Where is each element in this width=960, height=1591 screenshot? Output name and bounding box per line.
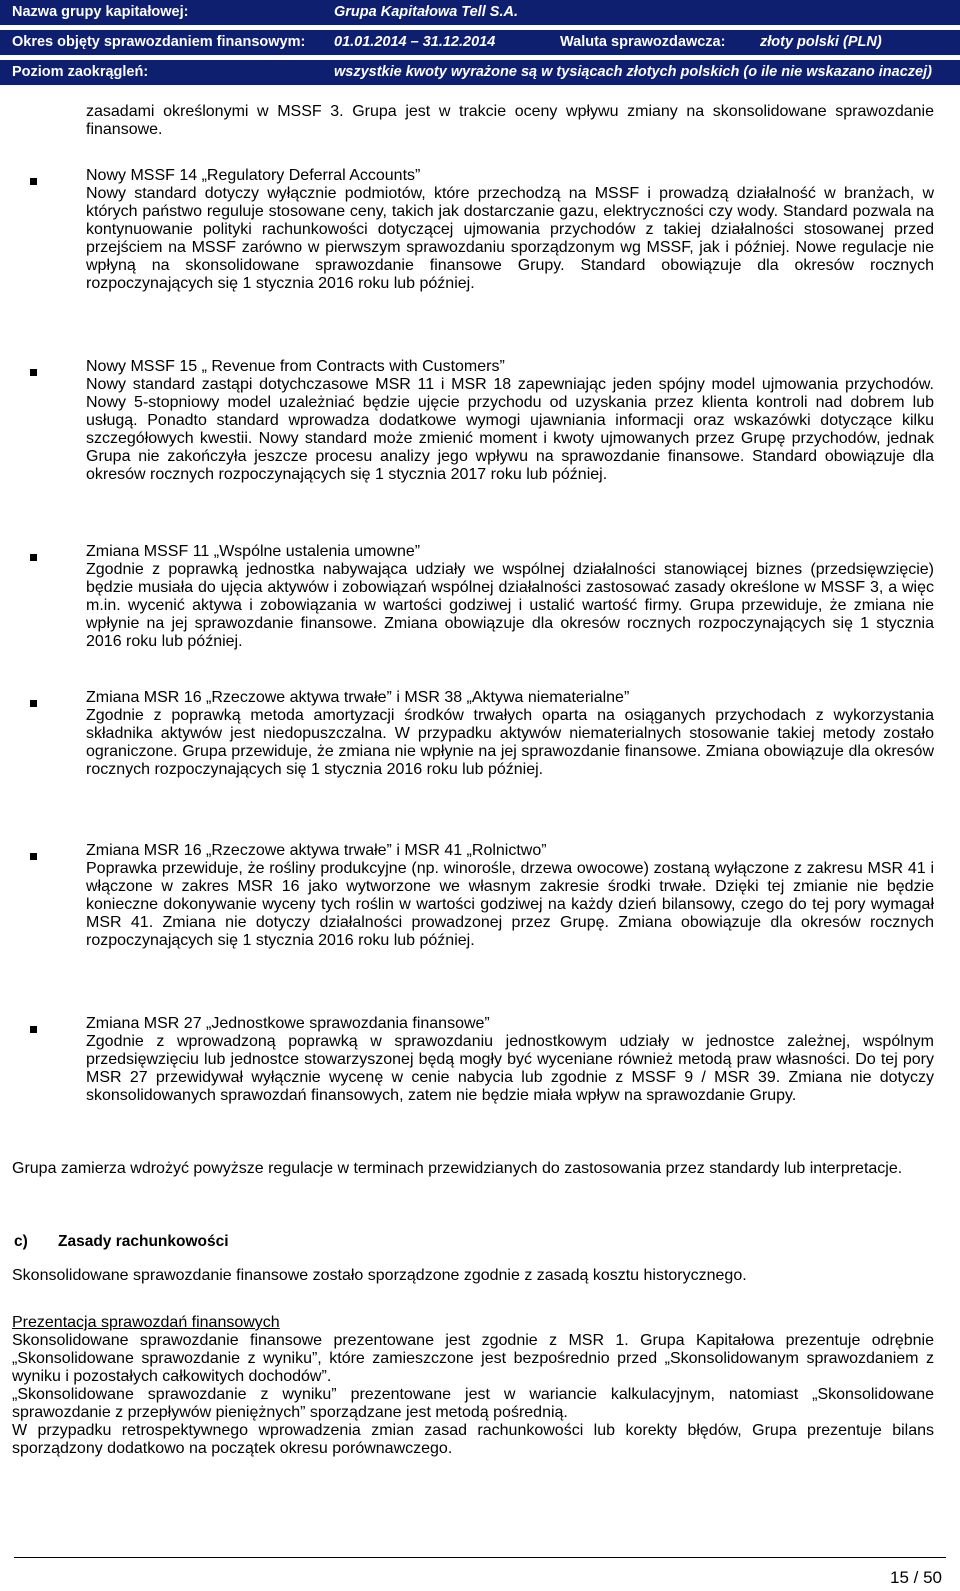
intro-paragraph: zasadami określonymi w MSSF 3. Grupa jest w trakcie oceny wpływu zmiany na skonsolidowane sprawozdanie finansowe. <box>86 103 934 138</box>
currency-value: złoty polski (PLN) <box>760 34 882 50</box>
bullet-body: Nowy standard dotyczy wyłącznie podmiotów, które przechodzą na MSSF i prowadzą działalność w branżach, w których państwo reguluje stosowane ceny, takich jak dostarczanie gazu, elektryczności czy wody. Standard pozwala na kontynuowanie polityki rachunkowości dotyczącej ujmowania przychodów z takiej działalności stosowanej przed przejściem na MSSF zarówno w pierwszym sprawozdaniu sporządzonym wg MSSF, jak i później. Nowe regulacje nie wpłyną na skonsolidowane sprawozdanie finansowe Grupy. Standard obowiązuje dla okresów rocznych rozpoczynających się 1 stycznia 2016 roku lub później. <box>86 185 934 292</box>
bullet-title: Zmiana MSR 16 „Rzeczowe aktywa trwałe” i MSR 38 „Aktywa niematerialne” <box>86 689 630 706</box>
bullet-title: Nowy MSSF 14 „Regulatory Deferral Accounts” <box>86 167 421 184</box>
bullet-title: Zmiana MSR 16 „Rzeczowe aktywa trwałe” i MSR 41 „Rolnictwo” <box>86 842 547 859</box>
section-c-paragraph: Skonsolidowane sprawozdanie finansowe zostało sporządzone zgodnie z zasadą kosztu historycznego. <box>12 1267 747 1284</box>
rounding-value: wszystkie kwoty wyrażone są w tysiącach złotych polskich (o ile nie wskazano inaczej) <box>334 64 932 80</box>
section-letter: c) <box>14 1233 28 1250</box>
currency-label: Waluta sprawozdawcza: <box>560 34 726 50</box>
page-number: 15 / 50 <box>890 1568 942 1587</box>
bullet-title: Zmiana MSR 27 „Jednostkowe sprawozdania finansowe” <box>86 1015 490 1032</box>
header-row-rounding <box>0 60 960 85</box>
presentation-para-2: „Skonsolidowane sprawozdanie z wyniku” prezentowane jest w wariancie kalkulacyjnym, natomiast „Skonsolidowane sprawozdanie z przepływów pieniężnych” sporządzane jest metodą pośrednią. <box>12 1386 934 1421</box>
period-value: 01.01.2014 – 31.12.2014 <box>334 34 496 50</box>
bullet-body: Zgodnie z poprawką metoda amortyzacji środków trwałych oparta na osiąganych przychodach z wykorzystania składnika aktywów jest niedopuszczalna. W przypadku aktywów niematerialnych stosowanie takiej metody zostało ograniczone. Grupa przewiduje, że zmiana nie wpłynie na jej sprawozdanie finansowe. Zmiana obowiązuje dla okresów rocznych rozpoczynających się 1 stycznia 2016 roku lub później. <box>86 707 934 778</box>
header-row-group-name <box>0 0 960 25</box>
bullet-body: Nowy standard zastąpi dotychczasowe MSR 11 i MSR 18 zapewniając jeden spójny model ujmowania przychodów. Nowy 5-stopniowy model uzależniać będzie ujęcie przychodu od uzyskania przez klienta kontroli nad dobrem lub usługą. Ponadto standard wprowadza dodatkowe wymogi ujawniania informacji oraz wskazówki dotyczące kilku szczegółowych kwestii. Nowy standard może zmienić moment i kwoty ujmowanych przez Grupę przychodów, jednak Grupa nie zakończyła jeszcze procesu analizy jego wpływu na sprawozdanie finansowe. Standard obowiązuje dla okresów rocznych rozpoczynających się 1 stycznia 2017 roku lub później. <box>86 376 934 483</box>
closing-paragraph: Grupa zamierza wdrożyć powyższe regulacje w terminach przewidzianych do zastosowania przez standardy lub interpretacje. <box>12 1160 903 1177</box>
bullet-marker-icon <box>30 853 37 860</box>
bullet-marker-icon <box>30 1026 37 1033</box>
bullet-item-msr16-msr41 <box>86 842 934 950</box>
bullet-marker-icon <box>30 700 37 707</box>
bullet-title: Zmiana MSSF 11 „Wspólne ustalenia umowne” <box>86 543 421 560</box>
rounding-label: Poziom zaokrągleń: <box>12 64 149 80</box>
presentation-para-1: Skonsolidowane sprawozdanie finansowe prezentowane jest zgodnie z MSR 1. Grupa Kapitałowa prezentuje odrębnie „Skonsolidowane sprawozdanie z wyniku”, które zamieszczone jest bezpośrednio przed „Skonsolidowanym sprawozdaniem z wyniku i pozostałych całkowitych dochodów”. <box>12 1332 934 1385</box>
period-label: Okres objęty sprawozdaniem finansowym: <box>12 34 306 50</box>
group-name-label: Nazwa grupy kapitałowej: <box>12 4 189 20</box>
presentation-para-3: W przypadku retrospektywnego wprowadzenia zmian zasad rachunkowości lub korekty błędów, Grupa prezentuje bilans sporządzony dodatkowo na początek okresu porównawczego. <box>12 1422 934 1457</box>
bullet-item-mssf14 <box>86 167 934 293</box>
bullet-item-msr27 <box>86 1015 934 1105</box>
bullet-title: Nowy MSSF 15 „ Revenue from Contracts with Customers” <box>86 358 505 375</box>
bullet-body: Zgodnie z poprawką jednostka nabywająca udziały we wspólnej działalności stanowiącej biznes (przedsięwzięcie) będzie musiała do ujęcia aktywów i zobowiązań wspólnej działalności zastosować zasady określone w MSSF 3, a więc m.in. wycenić aktywa i zobowiązania w wartości godziwej i ustalić wartość firmy. Grupa przewiduje, że zmiana nie wpłynie na jej sprawozdanie finansowe. Zmiana obowiązuje dla okresów rocznych rozpoczynających się 1 stycznia 2016 roku lub później. <box>86 561 934 650</box>
group-name-value: Grupa Kapitałowa Tell S.A. <box>334 4 518 20</box>
presentation-heading: Prezentacja sprawozdań finansowych <box>12 1314 280 1331</box>
bullet-body: Poprawka przewiduje, że rośliny produkcyjne (np. winorośle, drzewa owocowe) zostaną wyłączone z zakresu MSR 41 i włączone w zakres MSR 16 jako wytworzone we własnym zakresie środki trwałe. Dzięki tej zmianie nie będzie konieczne dokonywanie wyceny tych roślin w wartości godziwej na każdy dzień bilansowy, czego do tej pory wymagał MSR 41. Zmiana nie dotyczy działalności prowadzonej przez Grupę. Zmiana obowiązuje dla okresów rocznych rozpoczynających się 1 stycznia 2016 roku lub później. <box>86 860 934 949</box>
section-title: Zasady rachunkowości <box>58 1233 229 1250</box>
bullet-body: Zgodnie z wprowadzoną poprawką w sprawozdaniu jednostkowym udziały w jednostce zależnej, wspólnym przedsięwzięciu lub jednostce stowarzyszonej będą mogły być wyceniane również metodą praw własności. Do tej pory MSR 27 przewidywał wyłącznie wycenę w cenie nabycia lub zgodnie z MSSF 9 / MSR 39. Zmiana nie dotyczy skonsolidowanych sprawozdań finansowych, zatem nie będzie miała wpływ na sprawozdanie Grupy. <box>86 1033 934 1104</box>
bullet-marker-icon <box>30 554 37 561</box>
bullet-marker-icon <box>30 178 37 185</box>
section-heading-c <box>14 1233 229 1251</box>
header-row-period <box>0 30 960 55</box>
footer-divider <box>14 1557 946 1558</box>
bullet-item-mssf11 <box>86 543 934 651</box>
bullet-marker-icon <box>30 369 37 376</box>
bullet-item-msr16-msr38 <box>86 689 934 779</box>
bullet-item-mssf15 <box>86 358 934 484</box>
presentation-block <box>12 1314 934 1458</box>
